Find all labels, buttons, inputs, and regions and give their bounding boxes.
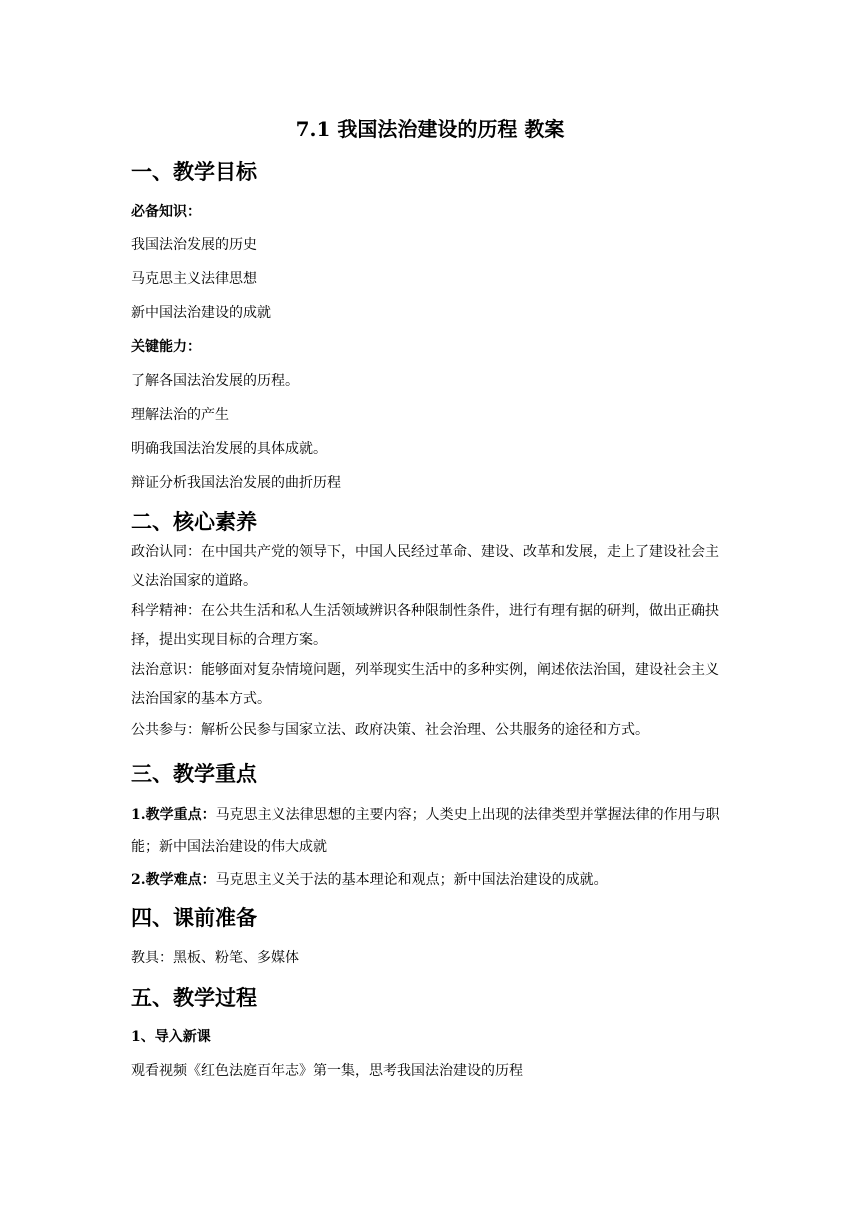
knowledge-item: 马克思主义法律思想 — [131, 271, 257, 287]
literacy-paragraph: 政治认同：在中国共产党的领导下，中国人民经过革命、建设、改革和发展，走上了建设社会主义法治国家的道路。 — [131, 544, 719, 589]
difficulty-label: 2.教学难点： — [131, 872, 216, 888]
step-text: 观看视频《红色法庭百年志》第一集，思考我国法治建设的历程 — [131, 1063, 523, 1079]
focus-paragraph — [131, 799, 731, 863]
knowledge-item: 我国法治发展的历史 — [131, 237, 257, 253]
section-heading-core-literacy: 二、核心素养 — [131, 509, 257, 534]
step-label: 1、导入新课 — [131, 1029, 211, 1045]
ability-item: 理解法治的产生 — [131, 407, 229, 423]
literacy-paragraph: 科学精神：在公共生活和私人生活领域辨识各种限制性条件，进行有理有据的研判，做出正确抉择，提出实现目标的合理方案。 — [131, 603, 719, 648]
focus-label: 1.教学重点： — [131, 807, 216, 823]
focus-text: 马克思主义法律思想的主要内容；人类史上出现的法律类型并掌握法律的作用与职能；新中国法治建设的伟大成就 — [131, 807, 720, 855]
document-title: 7.1 我国法治建设的历程 教案 — [295, 117, 565, 141]
literacy-paragraph: 公共参与：解析公民参与国家立法、政府决策、社会治理、公共服务的途径和方式。 — [131, 722, 649, 738]
ability-item: 辩证分析我国法治发展的曲折历程 — [131, 475, 341, 491]
section-heading-preparation: 四、课前准备 — [131, 905, 257, 930]
ability-item: 了解各国法治发展的历程。 — [131, 373, 299, 389]
literacy-paragraph: 法治意识：能够面对复杂情境问题，列举现实生活中的多种实例，阐述依法治国，建设社会主义法治国家的基本方式。 — [131, 662, 719, 707]
knowledge-label: 必备知识： — [131, 204, 201, 220]
difficulty-text: 马克思主义关于法的基本理论和观点；新中国法治建设的成就。 — [215, 872, 608, 888]
preparation-text: 教具：黑板、粉笔、多媒体 — [131, 950, 299, 966]
ability-item: 明确我国法治发展的具体成就。 — [131, 441, 327, 457]
ability-label: 关键能力： — [131, 339, 201, 355]
knowledge-item: 新中国法治建设的成就 — [131, 305, 271, 321]
difficulty-paragraph — [131, 866, 731, 895]
section-heading-key-points: 三、教学重点 — [131, 761, 257, 786]
section-heading-teaching-objectives: 一、教学目标 — [131, 159, 257, 184]
section-heading-teaching-process: 五、教学过程 — [131, 985, 257, 1010]
